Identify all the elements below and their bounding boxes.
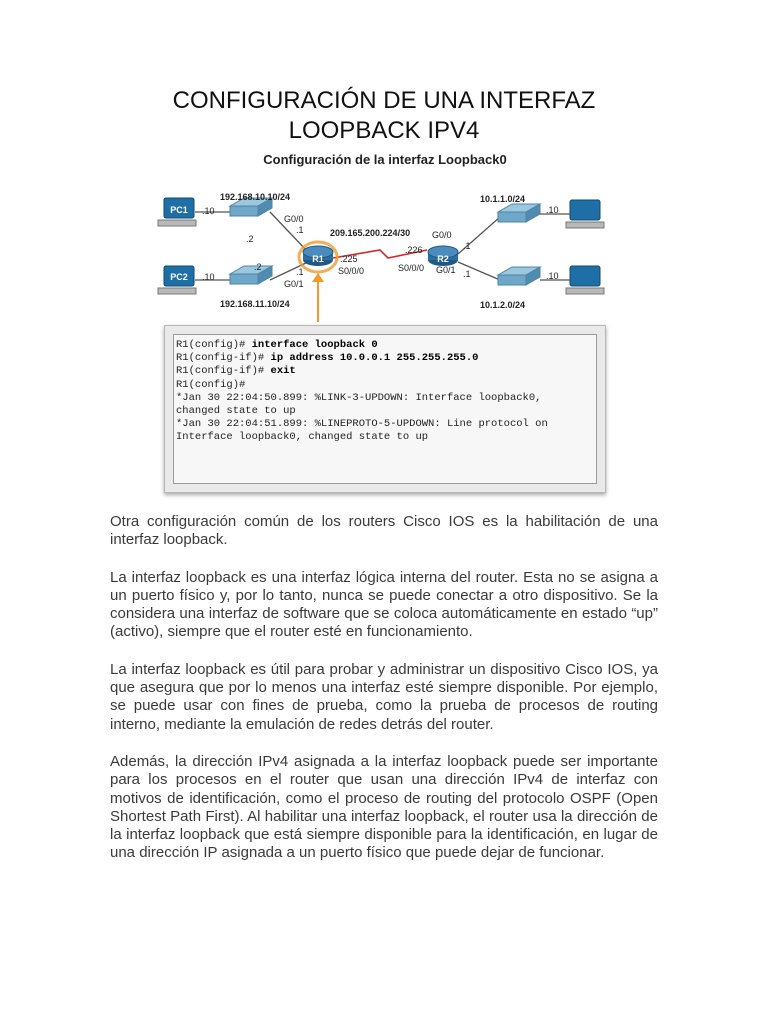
r2-serial-ip-label: .226 [405, 245, 423, 255]
pc1-icon [158, 198, 196, 226]
net-label-lan4: 10.1.2.0/24 [480, 300, 526, 310]
net-label-lan2: 192.168.11.10/24 [220, 299, 290, 309]
net-label-lan3: 10.1.1.0/24 [480, 194, 526, 204]
sw2-port-label: .2 [254, 262, 262, 272]
switch-3-icon [498, 204, 540, 222]
title-line-1: CONFIGURACIÓN DE UNA INTERFAZ [172, 87, 596, 114]
term-log: Interface loopback0, changed state to up [176, 431, 429, 444]
pc1-label: PC1 [170, 205, 188, 215]
term-command: interface loopback 0 [251, 339, 378, 351]
terminal-line [176, 379, 596, 392]
page-title [110, 86, 658, 146]
r1-label: R1 [312, 254, 324, 264]
term-log: changed state to up [176, 405, 296, 418]
router-r2-icon [428, 246, 458, 266]
pc2-label: PC2 [170, 272, 188, 282]
term-prompt: R1(config)# [176, 378, 246, 391]
r2-label: R2 [437, 254, 449, 264]
title-line-2: LOOPBACK IPV4 [288, 117, 480, 144]
sw1-port-label: .2 [246, 234, 254, 244]
terminal-line [176, 339, 596, 352]
term-log: *Jan 30 22:04:50.899: %LINK-3-UPDOWN: Interface loopback0, [176, 391, 542, 404]
r2-g01-ip-label: .1 [463, 269, 471, 279]
term-prompt: R1(config-if)# [176, 365, 271, 378]
highlight-arrow [312, 273, 324, 322]
switch-4-icon [498, 267, 540, 285]
terminal-window [164, 325, 606, 493]
r1-serial-ip-label: .225 [340, 254, 358, 264]
terminal-line [176, 418, 596, 431]
r2-g00-if-label: G0/0 [432, 230, 452, 240]
paragraph: Además, la dirección IPv4 asignada a la interfaz loopback puede ser importante para los procesos en el router que usan una dirección IPv4 de interfaz con motivos de identificación, como el proceso de routing del protocolo OSPF (Open Shortest Path First). Al habilitar una interfaz loopback, el router usa la dirección de la interfaz loopback que está siempre disponible para la identificación, en lugar de una dirección IP asignada a un puerto físico que puede dejar de funcionar. [110, 752, 658, 862]
net-label-lan1: 192.168.10.10/24 [220, 192, 291, 202]
body-text [110, 513, 658, 882]
pc2-icon [158, 266, 196, 294]
pc4-host-label: .10 [546, 271, 559, 281]
r1-g00-if-label: G0/0 [284, 214, 304, 224]
term-command: exit [270, 365, 296, 378]
paragraph: La interfaz loopback es una interfaz lógica interna del router. Esta no se asigna a un puerto físico y, por lo tanto, nunca se puede conectar a otro dispositivo. Se la considera una interfaz de software que se coloca automáticamente en estado “up” (activo), siempre que el router esté en funcionamiento. [110, 568, 658, 641]
r1-serial-if-label: S0/0/0 [338, 266, 365, 276]
pc3-host-label: .10 [546, 205, 559, 215]
figure-caption: Configuración de la interfaz Loopback0 [263, 152, 507, 167]
r2-serial-if-label: S0/0/0 [398, 263, 425, 273]
terminal-line [176, 431, 596, 444]
terminal-line [176, 392, 596, 405]
switch-2-icon [230, 266, 272, 284]
terminal-line [176, 352, 596, 365]
terminal-line [176, 405, 596, 418]
terminal-output [173, 334, 597, 484]
r1-g01-if-label: G0/1 [284, 279, 304, 289]
term-prompt: R1(config-if)# [176, 352, 271, 365]
paragraph: Otra configuración común de los routers Cisco IOS es la habilitación de una interfaz loopback. [110, 513, 658, 549]
term-command: ip address 10.0.0.1 255.255.255.0 [270, 352, 479, 365]
pc2-host-label: .10 [202, 272, 215, 282]
term-prompt: R1(config)# [176, 339, 252, 351]
pc1-host-label: .10 [202, 206, 215, 216]
term-log: *Jan 30 22:04:51.899: %LINEPROTO-5-UPDOWN: Line protocol on [176, 418, 548, 431]
paragraph: La interfaz loopback es útil para probar y administrar un dispositivo Cisco IOS, ya que asegura que por lo menos una interfaz esté siempre disponible. Por ejemplo, se puede usar con fines de prueba, como la prueba de procesos de routing interno, mediante la emulación de redes detrás del router. [110, 660, 658, 733]
network-topology-diagram [150, 172, 620, 322]
router-r1-icon [299, 242, 337, 272]
r2-g00-ip-label: .1 [463, 241, 471, 251]
pc3-icon [566, 200, 604, 228]
net-label-wan: 209.165.200.224/30 [330, 228, 411, 238]
terminal-line [176, 365, 596, 378]
r2-g01-if-label: G0/1 [436, 265, 456, 275]
r1-g00-ip-label: .1 [296, 225, 304, 235]
pc4-icon [566, 266, 604, 294]
r1-g01-ip-label: .1 [296, 267, 304, 277]
